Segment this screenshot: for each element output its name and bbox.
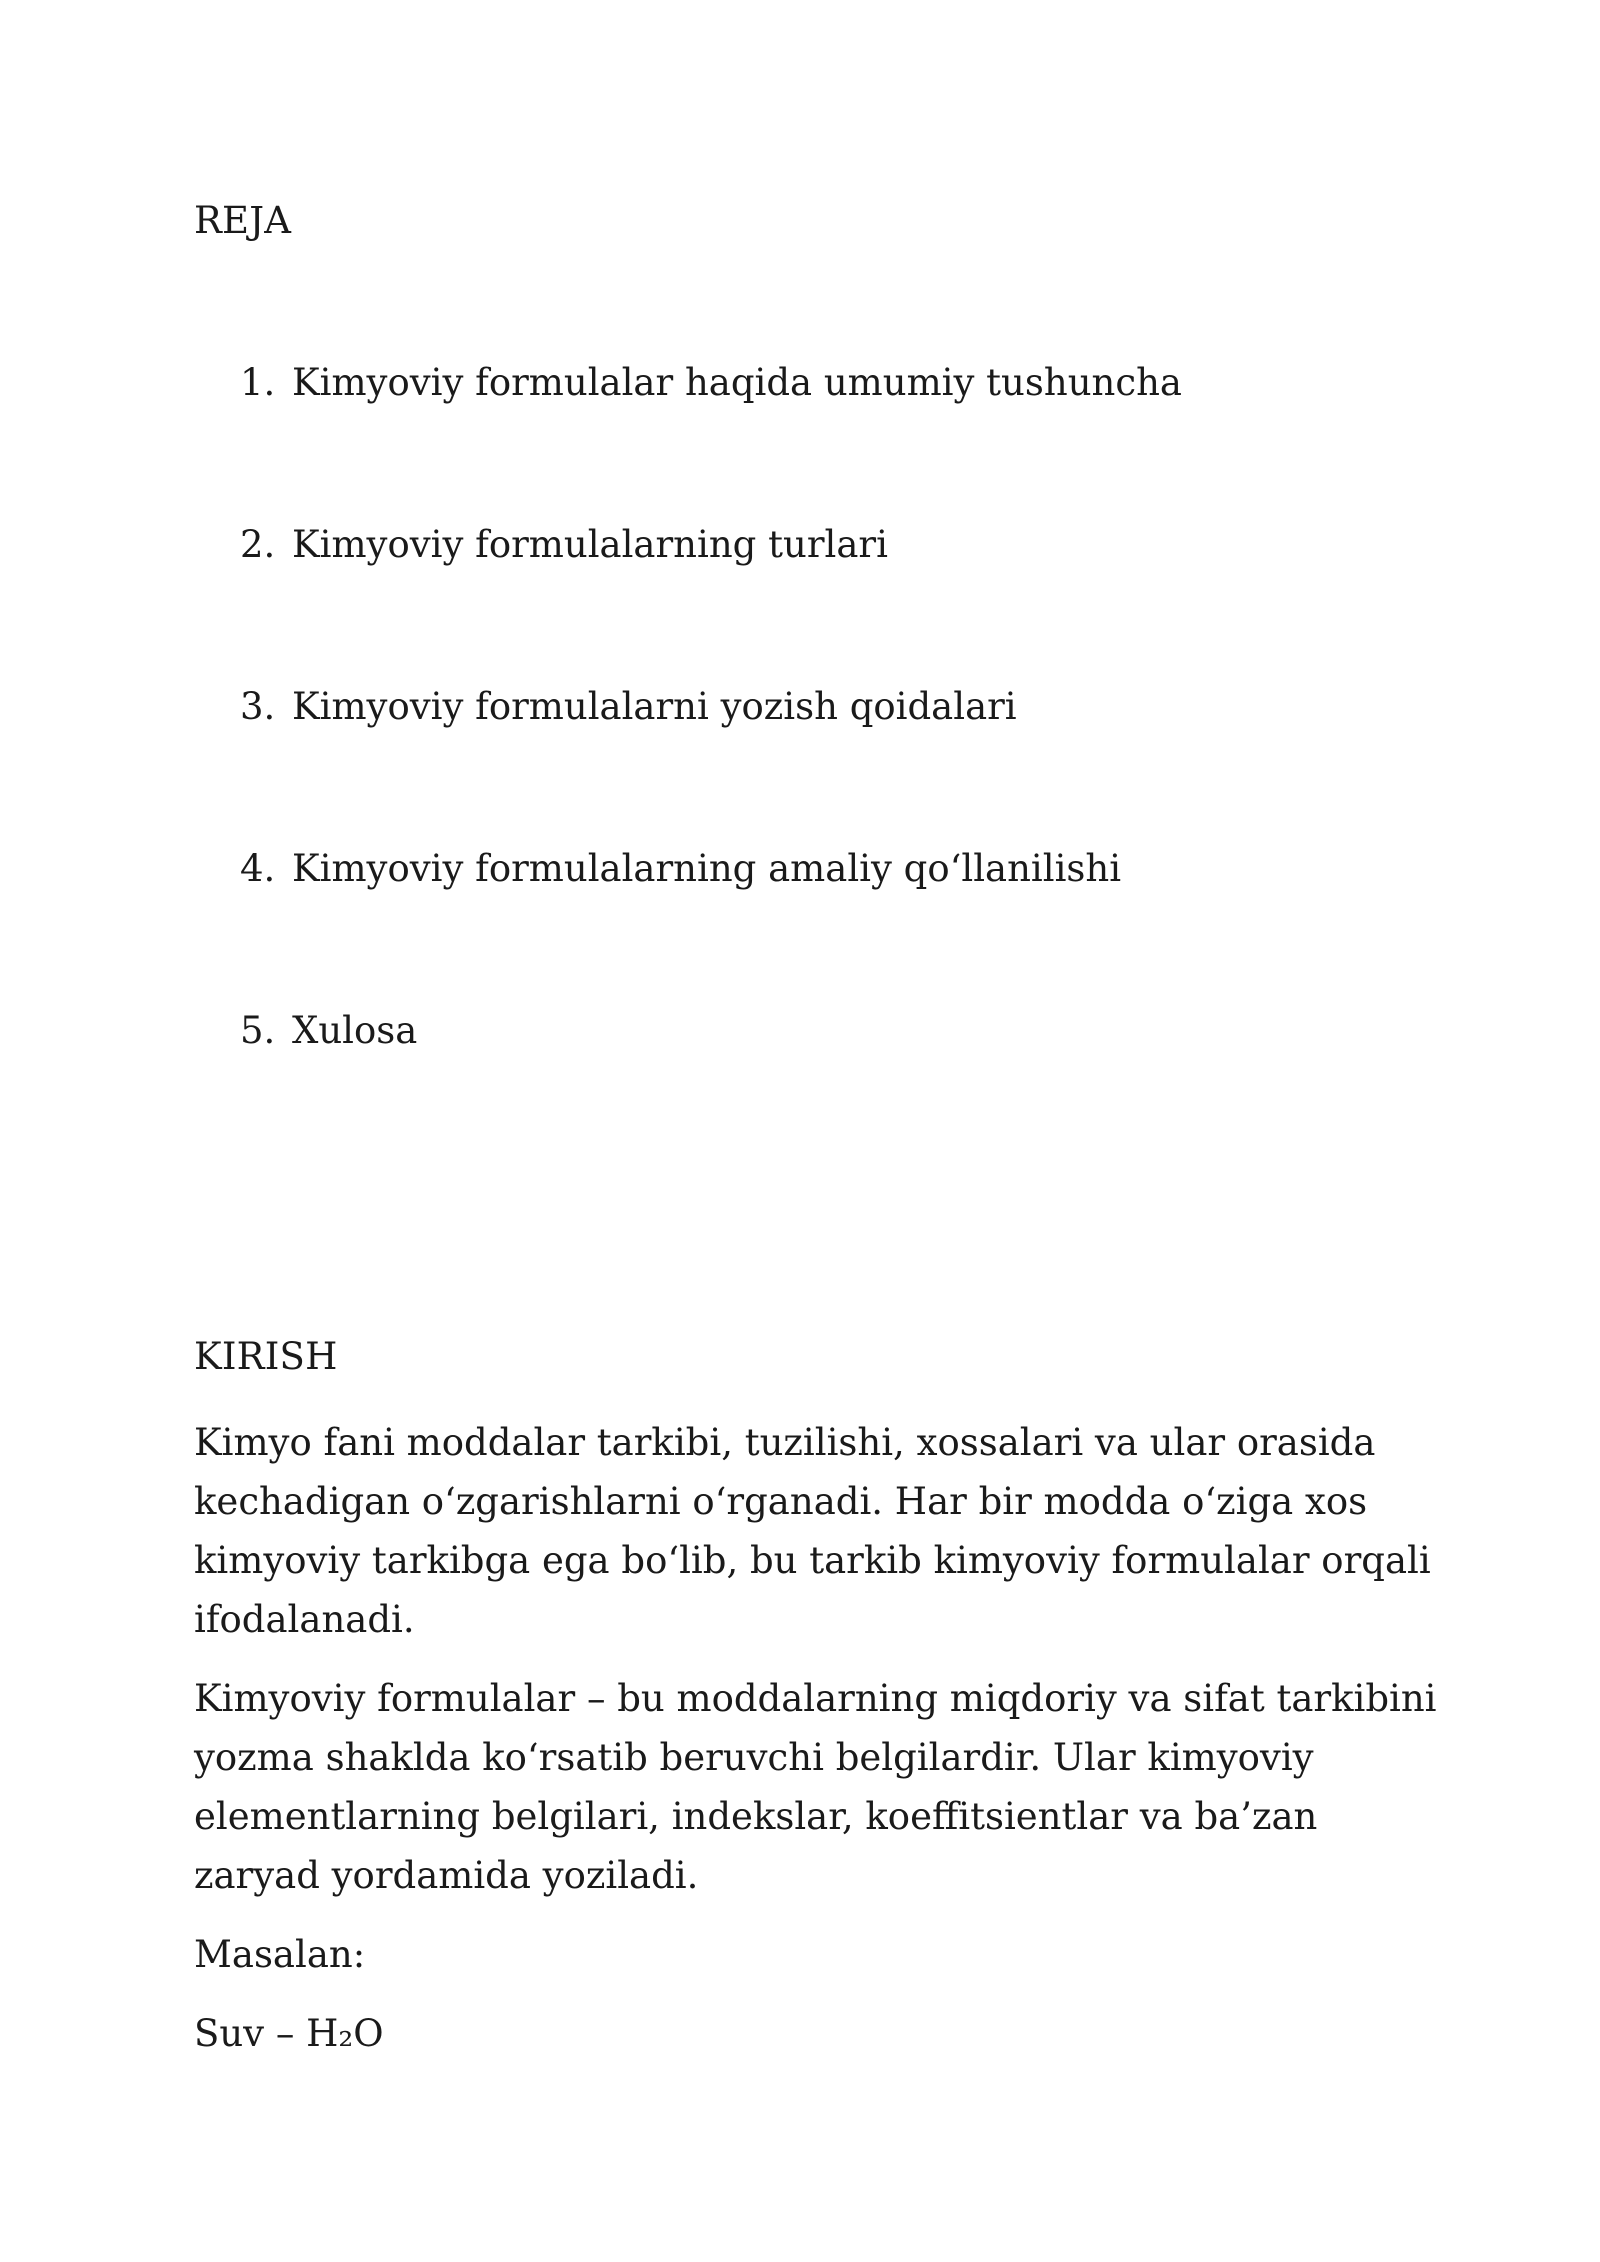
plan-item-number: 3. [240,685,276,728]
plan-item-number: 5. [240,1009,276,1052]
plan-heading: REJA [194,199,292,242]
plan-item-text: Kimyoviy formulalarning amaliy qo‘llanilishi [292,847,1122,890]
plan-item [240,361,1182,405]
plan-item [240,1009,417,1053]
example-formula: Suv – H₂O [194,2012,384,2055]
plan-item-number: 2. [240,523,276,566]
plan-item [240,523,888,567]
plan-item-number: 4. [240,847,276,890]
plan-item-text: Kimyoviy formulalarni yozish qoidalari [292,685,1017,728]
example-label: Masalan: [194,1933,366,1976]
intro-paragraph: Kimyoviy formulalar – bu moddalarning miqdoriy va sifat tarkibini yozma shaklda ko‘rsatib beruvchi belgilardir. Ular kimyoviy elementlarning belgilari, indekslar, koeffitsientlar va ba’zan zaryad yordamida yoziladi. [194,1677,1437,1897]
plan-item-text: Kimyoviy formulalarning turlari [292,523,888,566]
plan-item-number: 1. [240,361,276,404]
intro-body [194,1413,1454,2083]
intro-heading: KIRISH [194,1335,338,1378]
plan-item-text: Xulosa [292,1009,418,1052]
plan-item [240,685,1017,729]
plan-item [240,847,1121,891]
plan-item-text: Kimyoviy formulalar haqida umumiy tushuncha [292,361,1182,404]
intro-paragraph: Kimyo fani moddalar tarkibi, tuzilishi, xossalari va ular orasida kechadigan o‘zgarishlarni o‘rganadi. Har bir modda o‘ziga xos kimyoviy tarkibga ega bo‘lib, bu tarkib kimyoviy formulalar orqali ifodalanadi. [194,1421,1431,1641]
